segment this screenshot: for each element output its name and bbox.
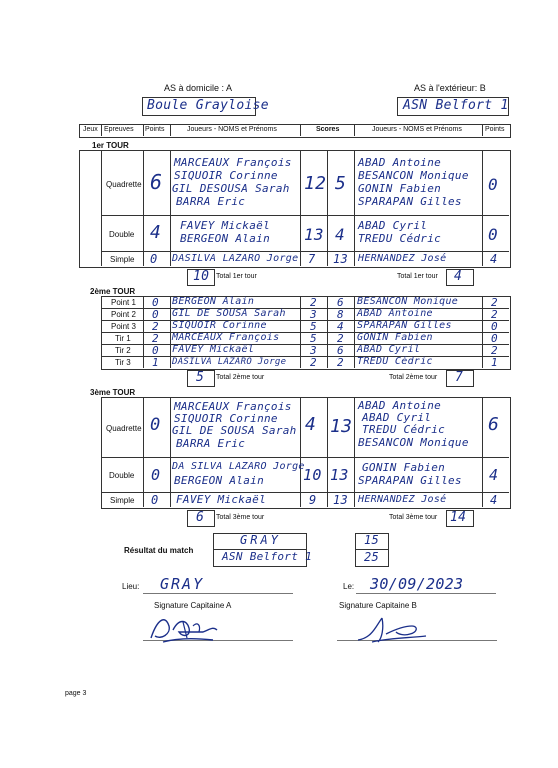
t2-row4-score-a: 5: [310, 332, 317, 345]
tour1-title: 1er TOUR: [92, 141, 129, 150]
t1-d-player-a1: FAVEY Mickaël: [180, 219, 270, 232]
t2-row1-score-a: 2: [310, 296, 317, 309]
t1-q-player-b2: BESANCON Monique: [358, 169, 469, 182]
t3-q-player-a1: MARCEAUX François: [174, 400, 292, 413]
t2-row3-player-b: SPARAPAN Gilles: [357, 320, 452, 331]
t3-s-score-a: 9: [309, 493, 317, 507]
t1-double-label: Double: [109, 230, 135, 239]
t1-d-player-a2: BERGEON Alain: [180, 232, 270, 245]
date-label: Le:: [343, 582, 355, 591]
t1-q-player-a3: GIL DESOUSA Sarah: [172, 182, 290, 195]
t3-q-player-a3: GIL DE SOUSA Sarah: [172, 424, 297, 437]
t1-total-b: 4: [454, 269, 463, 284]
t1-total-a-label: Total 1er tour: [216, 273, 257, 280]
t1-double-points-a: 4: [150, 222, 162, 243]
t2-row2-points-b: 2: [491, 308, 498, 321]
t2-total-a-label: Total 2ème tour: [216, 374, 265, 381]
t1-s-score-a: 7: [308, 252, 316, 266]
home-team-name: Boule Grayloise: [147, 98, 269, 113]
t2-row1-score-b: 6: [337, 296, 344, 309]
t2-row4-points-b: 0: [491, 332, 498, 345]
t1-s-player-a1: DASILVA LAZARO Jorge: [172, 253, 299, 264]
col-points-a: Points: [145, 126, 165, 133]
t3-q-player-a4: BARRA Eric: [176, 437, 246, 450]
away-team-field: [397, 97, 509, 116]
t2-row2-score-a: 3: [310, 308, 317, 321]
t3-d-score-a: 10: [303, 466, 322, 484]
t1-d-score-b: 4: [335, 225, 345, 244]
t3-q-score-b: 13: [330, 416, 353, 437]
t3-total-b: 14: [450, 510, 467, 525]
t2-row6-score-a: 2: [310, 356, 317, 369]
t2-row2-score-b: 8: [337, 308, 344, 321]
t3-q-player-b3: TREDU Cédric: [362, 423, 446, 436]
t3-q-player-b4: BESANCON Monique: [358, 436, 469, 449]
t2-row5-points-b: 2: [491, 344, 498, 357]
t3-s-score-b: 13: [333, 493, 349, 507]
t3-q-score-a: 4: [305, 414, 317, 435]
t2-total-b: 7: [455, 370, 464, 385]
col-points-b: Points: [485, 126, 505, 133]
col-epreuves: Epreuves: [104, 126, 134, 133]
t2-row2-player-a: GIL DE SOUSA Sarah: [172, 308, 286, 319]
t3-quadrette-label: Quadrette: [106, 424, 142, 433]
t2-row5-label: Tir 2: [115, 346, 131, 355]
t3-simple-label: Simple: [110, 496, 135, 505]
result-score-b: 25: [364, 550, 380, 564]
col-joueurs-b: Joueurs - NOMS et Prénoms: [372, 126, 462, 133]
t3-double-label: Double: [109, 471, 135, 480]
t1-total-a-box: [187, 269, 215, 286]
t1-s-score-b: 13: [333, 252, 349, 266]
t1-simple-points-a: 0: [150, 252, 158, 266]
t3-quadrette-points-a: 0: [150, 415, 161, 435]
t3-double-points-b: 4: [489, 466, 499, 484]
t2-row6-player-a: DASILVA LAZARO Jorge: [172, 357, 287, 367]
away-label: AS à l'extérieur: B: [414, 83, 486, 93]
t3-simple-points-a: 0: [151, 493, 159, 507]
t1-q-player-b1: ABAD Antoine: [358, 156, 442, 169]
t1-simple-points-b: 4: [490, 252, 498, 266]
result-team-b: ASN Belfort 1: [222, 550, 312, 563]
t1-q-score-b: 5: [335, 173, 347, 194]
t3-total-b-label: Total 3ème tour: [389, 514, 438, 521]
t3-q-player-b2: ABAD Cyril: [362, 411, 432, 424]
t1-d-player-b1: ABAD Cyril: [358, 219, 428, 232]
t1-total-b-box: [446, 269, 474, 286]
t3-simple-points-b: 4: [490, 493, 498, 507]
tour3-title: 3ème TOUR: [90, 388, 136, 397]
t1-total-b-label: Total 1er tour: [397, 273, 438, 280]
t2-row1-points-a: 0: [152, 296, 159, 309]
t3-s-player-a1: FAVEY Mickaël: [176, 493, 266, 506]
t2-row2-player-b: ABAD Antoine: [357, 308, 433, 319]
t2-row1-player-a: BERGEON Alain: [172, 296, 255, 307]
t2-row1-player-b: BESANCON Monique: [357, 296, 459, 307]
t2-row2-label: Point 2: [111, 310, 136, 319]
tour2-title: 2ème TOUR: [90, 287, 136, 296]
t2-row4-label: Tir 1: [115, 334, 131, 343]
col-joueurs-a: Joueurs - NOMS et Prénoms: [187, 126, 277, 133]
t3-d-player-a1: DA SILVA LAZARO Jorge: [172, 461, 305, 472]
result-label: Résultat du match: [124, 546, 194, 555]
t1-simple-label: Simple: [110, 255, 135, 264]
result-score-a: 15: [364, 533, 380, 547]
col-jeux: Jeux: [83, 126, 98, 133]
t3-d-player-b2: SPARAPAN Gilles: [358, 474, 462, 487]
t1-s-player-b1: HERNANDEZ José: [358, 253, 447, 264]
t2-row3-score-a: 5: [310, 320, 317, 333]
t2-row5-points-a: 0: [152, 344, 159, 357]
t2-row4-score-b: 2: [337, 332, 344, 345]
t2-row1-label: Point 1: [111, 298, 136, 307]
t1-quadrette-label: Quadrette: [106, 180, 142, 189]
t1-total-a: 10: [193, 269, 210, 284]
t3-double-points-a: 0: [151, 466, 161, 484]
signature-a: [143, 608, 223, 648]
t2-row2-points-a: 0: [152, 308, 159, 321]
t2-row5-player-a: FAVEY Mickaël: [172, 344, 255, 355]
t1-q-player-a4: BARRA Eric: [176, 195, 246, 208]
lieu-label: Lieu:: [122, 582, 140, 591]
t2-row3-player-a: SIQUOIR Corinne: [172, 320, 267, 331]
home-label: AS à domicile : A: [164, 83, 233, 93]
result-team-a: GRAY: [240, 533, 281, 547]
t1-quadrette-points-b: 0: [488, 175, 498, 194]
t3-s-player-b1: HERNANDEZ José: [358, 494, 447, 505]
t2-row5-score-a: 3: [310, 344, 317, 357]
t2-row4-player-b: GONIN Fabien: [357, 332, 433, 343]
signature-b-label: Signature Capitaine B: [339, 601, 417, 610]
t3-q-player-b1: ABAD Antoine: [358, 399, 442, 412]
t2-row3-points-b: 0: [491, 320, 498, 333]
t3-d-player-a2: BERGEON Alain: [174, 474, 264, 487]
t3-d-score-b: 13: [330, 466, 349, 484]
t2-row4-player-a: MARCEAUX François: [172, 332, 280, 343]
t1-d-player-b2: TREDU Cédric: [358, 232, 442, 245]
t2-row6-points-b: 1: [491, 356, 498, 369]
t1-d-score-a: 13: [304, 225, 324, 244]
lieu-value: GRAY: [160, 575, 205, 593]
t1-q-player-b4: SPARAPAN Gilles: [358, 195, 462, 208]
signature-a-label: Signature Capitaine A: [154, 601, 232, 610]
t2-row4-points-a: 2: [152, 332, 159, 345]
t2-row6-score-b: 2: [337, 356, 344, 369]
t1-q-player-a1: MARCEAUX François: [174, 156, 292, 169]
t2-row3-score-b: 4: [337, 320, 344, 333]
t2-row5-player-b: ABAD Cyril: [357, 344, 421, 355]
home-team-field: [142, 97, 269, 116]
t3-total-a: 6: [196, 510, 205, 525]
t2-row5-score-b: 6: [337, 344, 344, 357]
t1-q-player-b3: GONIN Fabien: [358, 182, 442, 195]
t3-total-a-box: [187, 510, 215, 527]
away-team-name: ASN Belfort 1: [403, 98, 509, 113]
col-scores: Scores: [316, 126, 340, 133]
t2-row6-label: Tir 3: [115, 358, 131, 367]
t2-row6-points-a: 1: [152, 356, 159, 369]
t3-d-player-b1: GONIN Fabien: [362, 461, 446, 474]
t2-total-a-box: [187, 370, 215, 387]
t3-total-a-label: Total 3ème tour: [216, 514, 265, 521]
t1-q-score-a: 12: [304, 173, 327, 194]
t3-quadrette-points-b: 6: [488, 414, 500, 435]
t1-quadrette-points-a: 6: [150, 170, 163, 194]
t2-row6-player-b: TREDU Cédric: [357, 356, 433, 367]
signature-b: [352, 612, 432, 646]
t2-row3-points-a: 2: [152, 320, 159, 333]
t2-total-a: 5: [196, 370, 205, 385]
t2-total-b-box: [446, 370, 474, 387]
t3-q-player-a2: SIQUOIR Corinne: [174, 412, 278, 425]
t1-double-points-b: 0: [488, 225, 498, 244]
t2-total-b-label: Total 2ème tour: [389, 374, 438, 381]
t2-row3-label: Point 3: [111, 322, 136, 331]
date-value: 30/09/2023: [370, 575, 464, 593]
page-number: page 3: [65, 690, 87, 697]
t2-row1-points-b: 2: [491, 296, 498, 309]
t1-q-player-a2: SIQUOIR Corinne: [174, 169, 278, 182]
t3-total-b-box: [446, 510, 474, 527]
